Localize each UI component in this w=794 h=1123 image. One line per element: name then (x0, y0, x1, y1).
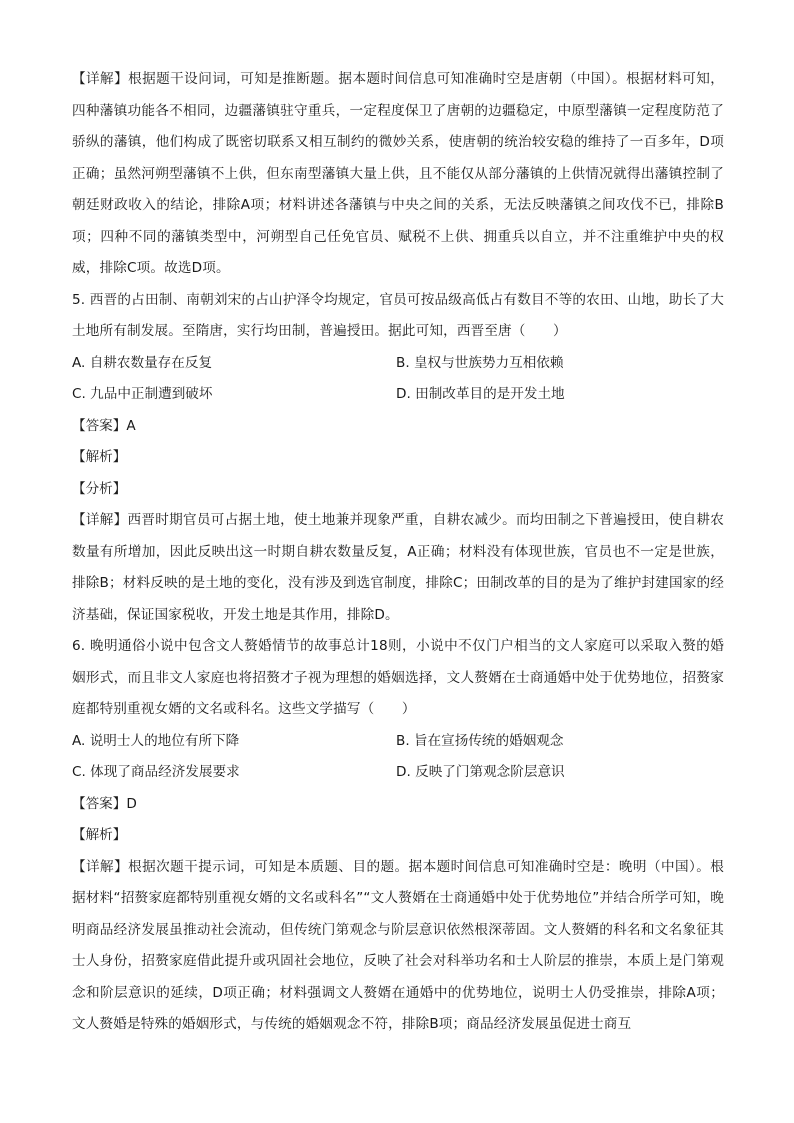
analysis-tag-q5: 【解析】 (72, 449, 127, 465)
option-c: C. 九品中正制遭到破坏 (72, 386, 213, 402)
question-5-options (72, 348, 724, 411)
document-page (72, 64, 724, 1041)
option-d: D. 反映了门第观念阶层意识 (396, 764, 565, 780)
option-a: A. 自耕农数量存在反复 (72, 354, 213, 371)
detail-explanation-q4: 【详解】根据题干设问词，可知是推断题。据本题时间信息可知准确时空是唐朝（中国）。根据材料可知，四种藩镇功能各不相同，边疆藩镇驻守重兵，一定程度保卫了唐朝的边疆稳定，中原型藩镇一定程度防范了骄纵的藩镇，他们构成了既密切联系又相互制约的微妙关系，使唐朝的统治较安稳的维持了一百多年，D项正确；虽然河朔型藩镇不上供，但东南型藩镇大量上供，且不能仅从部分藩镇的上供情况就得出藩镇控制了朝廷财政收入的结论，排除A项；材料讲述各藩镇与中央之间的关系，无法反映藩镇之间攻伐不已，排除B项；四种不同的藩镇类型中，河朔型自己任免官员、赋税不上供、拥重兵以自立，并不注重维护中央的权威，排除C项。故选D项。 (72, 71, 724, 276)
answer-tag-q6: 【答案】D (72, 795, 137, 812)
detail-explanation-q6: 【详解】根据次题干提示词，可知是本质题、目的题。据本题时间信息可知准确时空是：晚明（中国）。根据材料“招赘家庭都特别重视女婿的文名或科名”“文人赘婿在士商通婚中处于优势地位”并结合所学可知，晚明商品经济发展虽推动社会流动，但传统门第观念与阶层意识依然根深蒂固。文人赘婿的科名和文名象征其士人身份，招赘家庭借此提升或巩固社会地位，反映了社会对科举功名和士人阶层的推崇，本质上是门第观念和阶层意识的延续，D项正确；材料强调文人赘婿在通婚中的优势地位，说明士人仍受推崇，排除A项；文人赘婚是特殊的婚姻形式，与传统的婚姻观念不符，排除B项；商品经济发展虽促进士商互 (72, 858, 724, 1032)
detail-explanation-q5: 【详解】西晋时期官员可占据土地，使土地兼并现象严重，自耕农减少。而均田制之下普遍授田，使自耕农数量有所增加，因此反映出这一时期自耕农数量反复，A正确；材料没有体现世族，官员也不一定是世族，排除B；材料反映的是土地的变化，没有涉及到选官制度，排除C；田制改革的目的是为了维护封建国家的经济基础，保证国家税收，开发土地是其作用，排除D。 (72, 512, 724, 623)
option-d: D. 田制改革目的是开发土地 (396, 386, 565, 402)
option-a: A. 说明士人的地位有所下降 (72, 732, 240, 749)
question-5-stem: 5. 西晋的占田制、南朝刘宋的占山护泽令均规定，官员可按品级高低占有数目不等的农田、山地，助长了大土地所有制发展。至隋唐，实行均田制，普遍授田。据此可知，西晋至唐（ ） (72, 291, 724, 339)
answer-tag-q5: 【答案】A (72, 417, 136, 434)
analyze-tag-q5: 【分析】 (72, 480, 127, 497)
option-b: B. 皇权与世族势力互相依赖 (396, 354, 564, 371)
option-c: C. 体现了商品经济发展要求 (72, 764, 240, 780)
question-6-options (72, 726, 724, 789)
analysis-tag-q6: 【解析】 (72, 827, 127, 843)
option-b: B. 旨在宣扬传统的婚姻观念 (396, 732, 564, 749)
question-6-stem: 6. 晚明通俗小说中包含文人赘婚情节的故事总计18则，小说中不仅门户相当的文人家庭可以采取入赘的婚姻形式，而且非文人家庭也将招赘才子视为理想的婚姻选择，文人赘婿在士商通婚中处于优势地位，招赘家庭都特别重视女婿的文名或科名。这些文学描写（ ） (72, 638, 724, 717)
